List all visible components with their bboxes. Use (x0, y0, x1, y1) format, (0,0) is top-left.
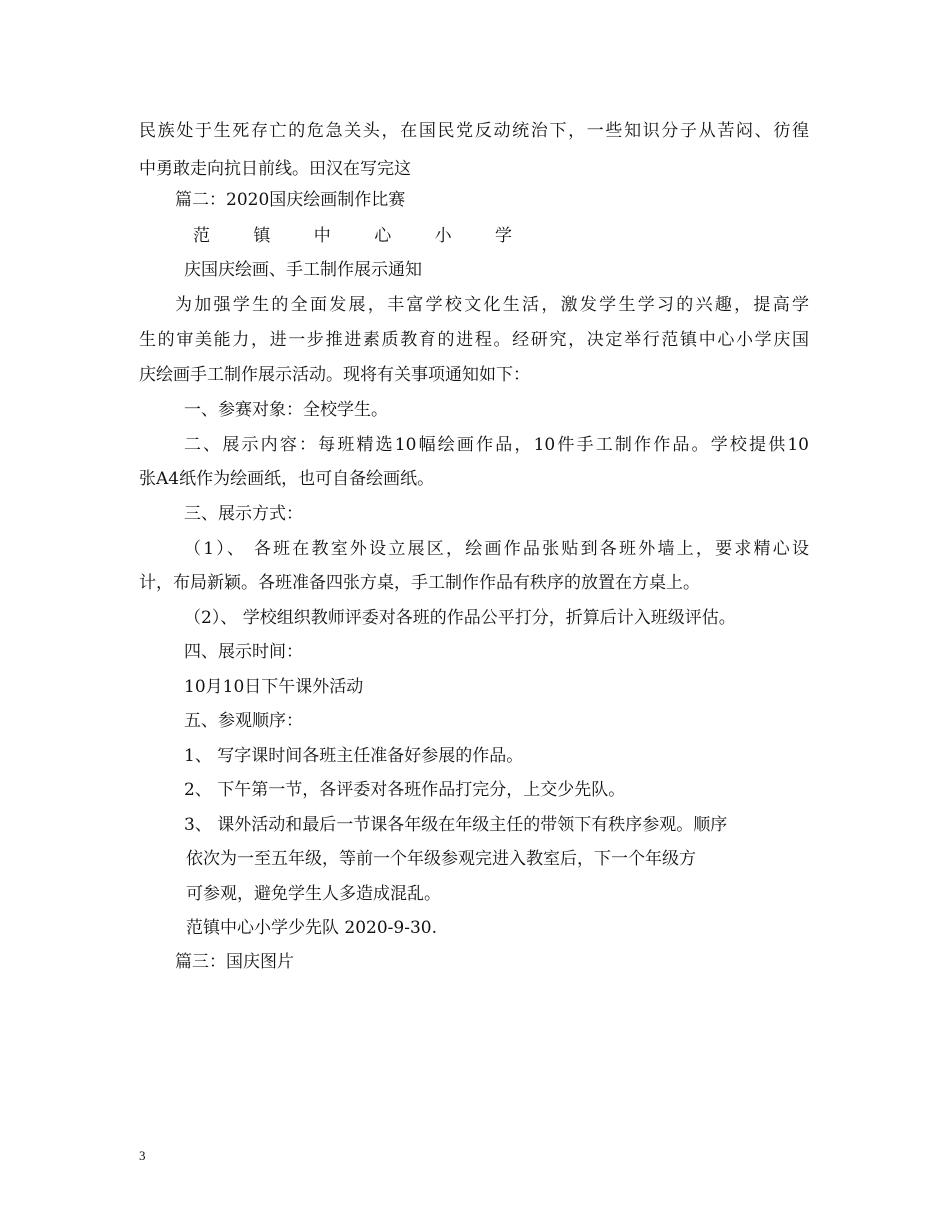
paragraph-line: 计，布局新颖。各班准备四张方桌，手工制作作品有秩序的放置在方桌上。 (139, 573, 700, 593)
list-item: 可参观，避免学生人多造成混乱。 (186, 884, 441, 904)
list-item: 1、 写字课时间各班主任准备好参展的作品。 (184, 746, 524, 766)
section-heading: 篇二：2020国庆绘画制作比赛 (175, 190, 406, 210)
list-item: 10月10日下午课外活动 (184, 677, 364, 697)
paragraph-line: 张A4纸作为绘画纸，也可自备绘画纸。 (139, 469, 435, 489)
page-number: 3 (139, 1148, 146, 1163)
paragraph-line: 生的审美能力，进一步推进素质教育的进程。经研究，决定举行范镇中心小学庆国 (139, 330, 809, 350)
list-item: 3、 课外活动和最后一节课各年级在年级主任的带领下有秩序参观。顺序 (184, 815, 728, 835)
paragraph-line: 庆绘画手工制作展示活动。现将有关事项通知如下： (139, 365, 530, 385)
list-item: 五、参观顺序： (184, 711, 303, 731)
list-item: 2、 下午第一节，各评委对各班作品打完分，上交少先队。 (184, 780, 626, 800)
list-item: 二、展示内容：每班精选10幅绘画作品，10件手工制作作品。学校提供10 (184, 435, 809, 455)
school-name: 范 镇 中 心 小 学 (193, 226, 532, 246)
paragraph-line: 民族处于生死存亡的危急关头，在国民党反动统治下，一些知识分子从苦闷、彷徨 (139, 121, 809, 141)
notice-title: 庆国庆绘画、手工制作展示通知 (184, 260, 422, 280)
paragraph-line: 中勇敢走向抗日前线。田汉在写完这 (139, 159, 411, 179)
list-item: （1）、 各班在教室外设立展区，绘画作品张贴到各班外墙上，要求精心设 (184, 539, 809, 559)
list-item: 依次为一至五年级，等前一个年级参观完进入教室后，下一个年级方 (186, 849, 696, 869)
list-item: （2）、 学校组织教师评委对各班的作品公平打分，折算后计入班级评估。 (184, 608, 736, 628)
section-heading: 篇三：国庆图片 (175, 952, 294, 972)
list-item: 三、展示方式： (184, 504, 303, 524)
list-item: 四、展示时间： (184, 642, 303, 662)
signature-line: 范镇中心小学少先队 2020-9-30. (186, 918, 438, 938)
paragraph-line: 为加强学生的全面发展，丰富学校文化生活，激发学生学习的兴趣，提高学 (175, 295, 809, 315)
list-item: 一、参赛对象：全校学生。 (184, 400, 388, 420)
